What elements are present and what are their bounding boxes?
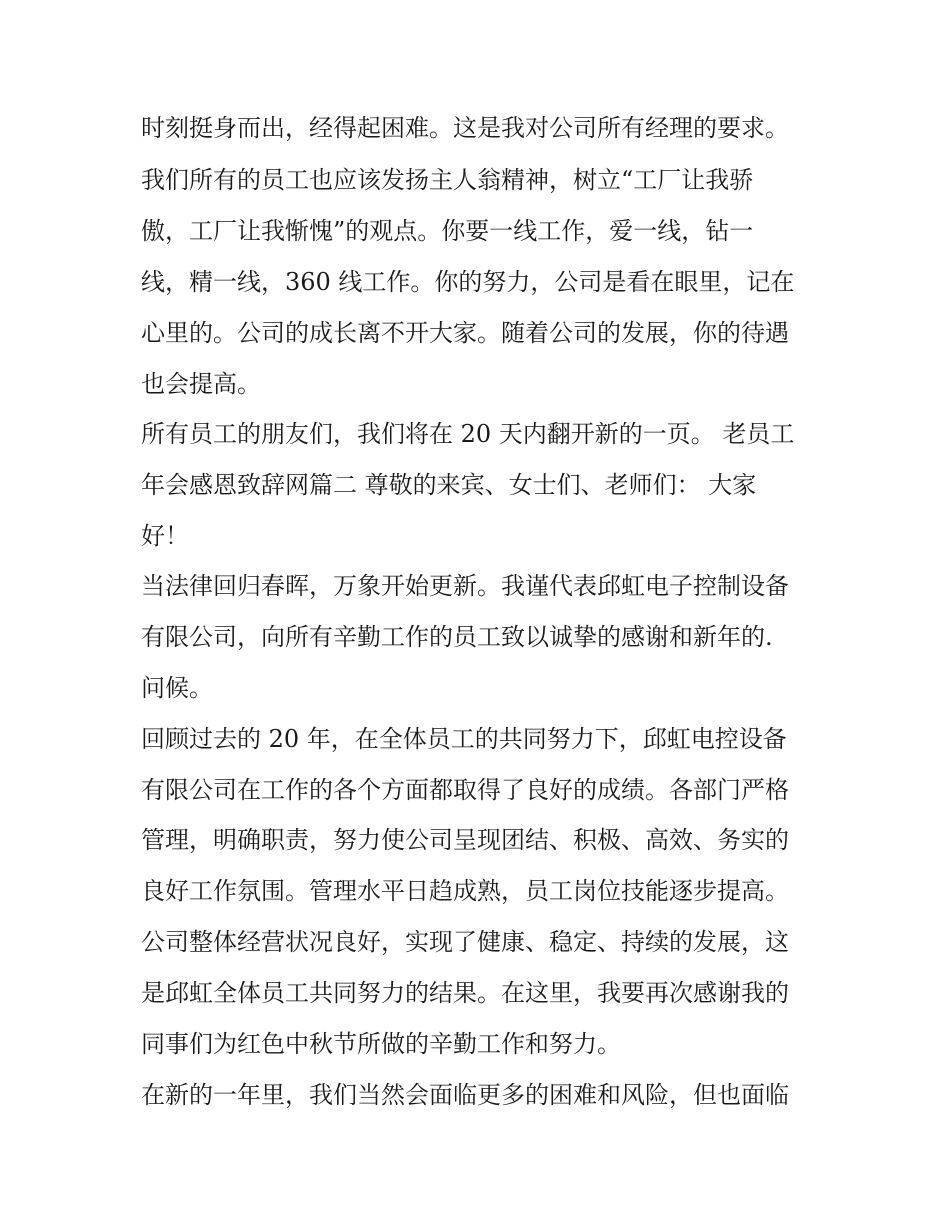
text-line: 所有员工的朋友们，我们将在 20 天内翻开新的一页。 老员工: [141, 420, 795, 448]
text-line: 管理，明确职责，努力使公司呈现团结、积极、高效、务实的: [141, 826, 789, 854]
text-line: 年会感恩致辞网篇二 尊敬的来宾、女士们、老师们： 大家: [141, 471, 757, 499]
text-line: 同事们为红色中秋节所做的辛勤工作和努力。: [141, 1030, 621, 1058]
text-line: 心里的。公司的成长离不开大家。随着公司的发展，你的待遇: [141, 319, 789, 347]
text-line: 是邱虹全体员工共同努力的结果。在这里，我要再次感谢我的: [141, 979, 789, 1007]
text-line: 良好工作氛围。管理水平日趋成熟，员工岗位技能逐步提高。: [141, 877, 789, 905]
text-line: 在新的一年里，我们当然会面临更多的困难和风险，但也面临: [141, 1081, 789, 1109]
text-line: 线，精一线，360 线工作。你的努力，公司是看在眼里，记在: [141, 268, 795, 296]
text-line: 也会提高。: [141, 370, 261, 398]
text-line: 有限公司在工作的各个方面都取得了良好的成绩。各部门严格: [141, 776, 789, 804]
text-line: 有限公司，向所有辛勤工作的员工致以诚挚的感谢和新年的.: [141, 623, 773, 651]
text-line: 公司整体经营状况良好，实现了健康、稳定、持续的发展，这: [141, 928, 789, 956]
text-line: 傲，工厂让我惭愧”的观点。你要一线工作，爱一线，钻一: [141, 217, 754, 245]
text-line: 我们所有的员工也应该发扬主人翁精神，树立“工厂让我骄: [141, 166, 754, 194]
text-line: 当法律回归春晖，万象开始更新。我谨代表邱虹电子控制设备: [141, 572, 789, 600]
text-line: 好！: [141, 522, 189, 550]
text-line: 回顾过去的 20 年，在全体员工的共同努力下，邱虹电控设备: [141, 725, 787, 753]
text-line: 问候。: [141, 674, 213, 702]
text-line: 时刻挺身而出，经得起困难。这是我对公司所有经理的要求。: [141, 114, 789, 142]
